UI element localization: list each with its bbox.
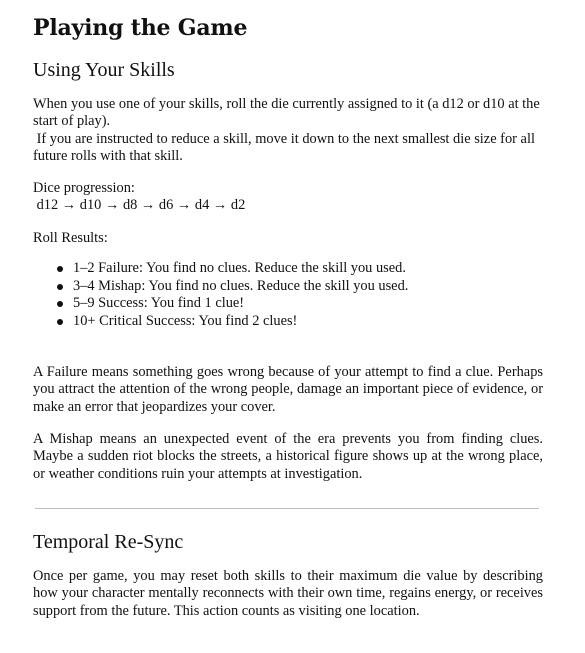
skills-paragraph-line-1: When you use one of your skills, roll the die currently assigned to it (a d12 or d10 at the start of play). (33, 96, 540, 130)
roll-results-label: Roll Results: (33, 230, 108, 246)
temporal-resync-paragraph: Once per game, you may reset both skills to their maximum die value by describing how your character mentally reconnects with their own time, regains energy, or receives support from the future. This action counts as visiting one location. (33, 568, 543, 619)
section-heading-temporal-resync: Temporal Re-Sync (33, 531, 184, 553)
list-item (53, 295, 533, 313)
roll-result-mishap: 3–4 Mishap: You find no clues. Reduce the skill you used. (73, 277, 409, 294)
skills-paragraph-line-2: If you are instructed to reduce a skill, move it down to the next smallest die size for all future rolls with that skill. (33, 130, 539, 165)
dice-progression-sequence: d12 → d10 → d8 → d6 → d4 → d2 (33, 197, 246, 214)
list-item (53, 260, 533, 278)
page-title: Playing the Game (33, 15, 248, 41)
roll-result-critical: 10+ Critical Success: You find 2 clues! (73, 312, 298, 329)
roll-results-list (53, 260, 533, 330)
list-item (53, 278, 533, 296)
bullet-icon (57, 319, 63, 325)
dice-progression-label: Dice progression: (33, 180, 135, 196)
mishap-paragraph: A Mishap means an unexpected event of the era prevents you from finding clues. Maybe a sudden riot blocks the streets, a historical figure shows up at the wrong place, or weather conditions ruin your attempts at investigation. (33, 431, 543, 482)
dice-progression-block (33, 180, 543, 215)
failure-paragraph: A Failure means something goes wrong because of your attempt to find a clue. Perhaps you attract the attention of the wrong people, damage an important piece of evidence, or make an error that jeopardizes your cover. (33, 364, 543, 415)
bullet-icon (57, 301, 63, 307)
section-divider (35, 508, 539, 509)
section-heading-using-skills: Using Your Skills (33, 59, 175, 81)
list-item (53, 313, 533, 331)
roll-result-success: 5–9 Success: You find 1 clue! (73, 295, 245, 311)
bullet-icon (57, 284, 63, 290)
roll-result-failure: 1–2 Failure: You find no clues. Reduce the skill you used. (73, 260, 406, 276)
bullet-icon (57, 266, 63, 272)
skills-paragraph (33, 96, 543, 166)
